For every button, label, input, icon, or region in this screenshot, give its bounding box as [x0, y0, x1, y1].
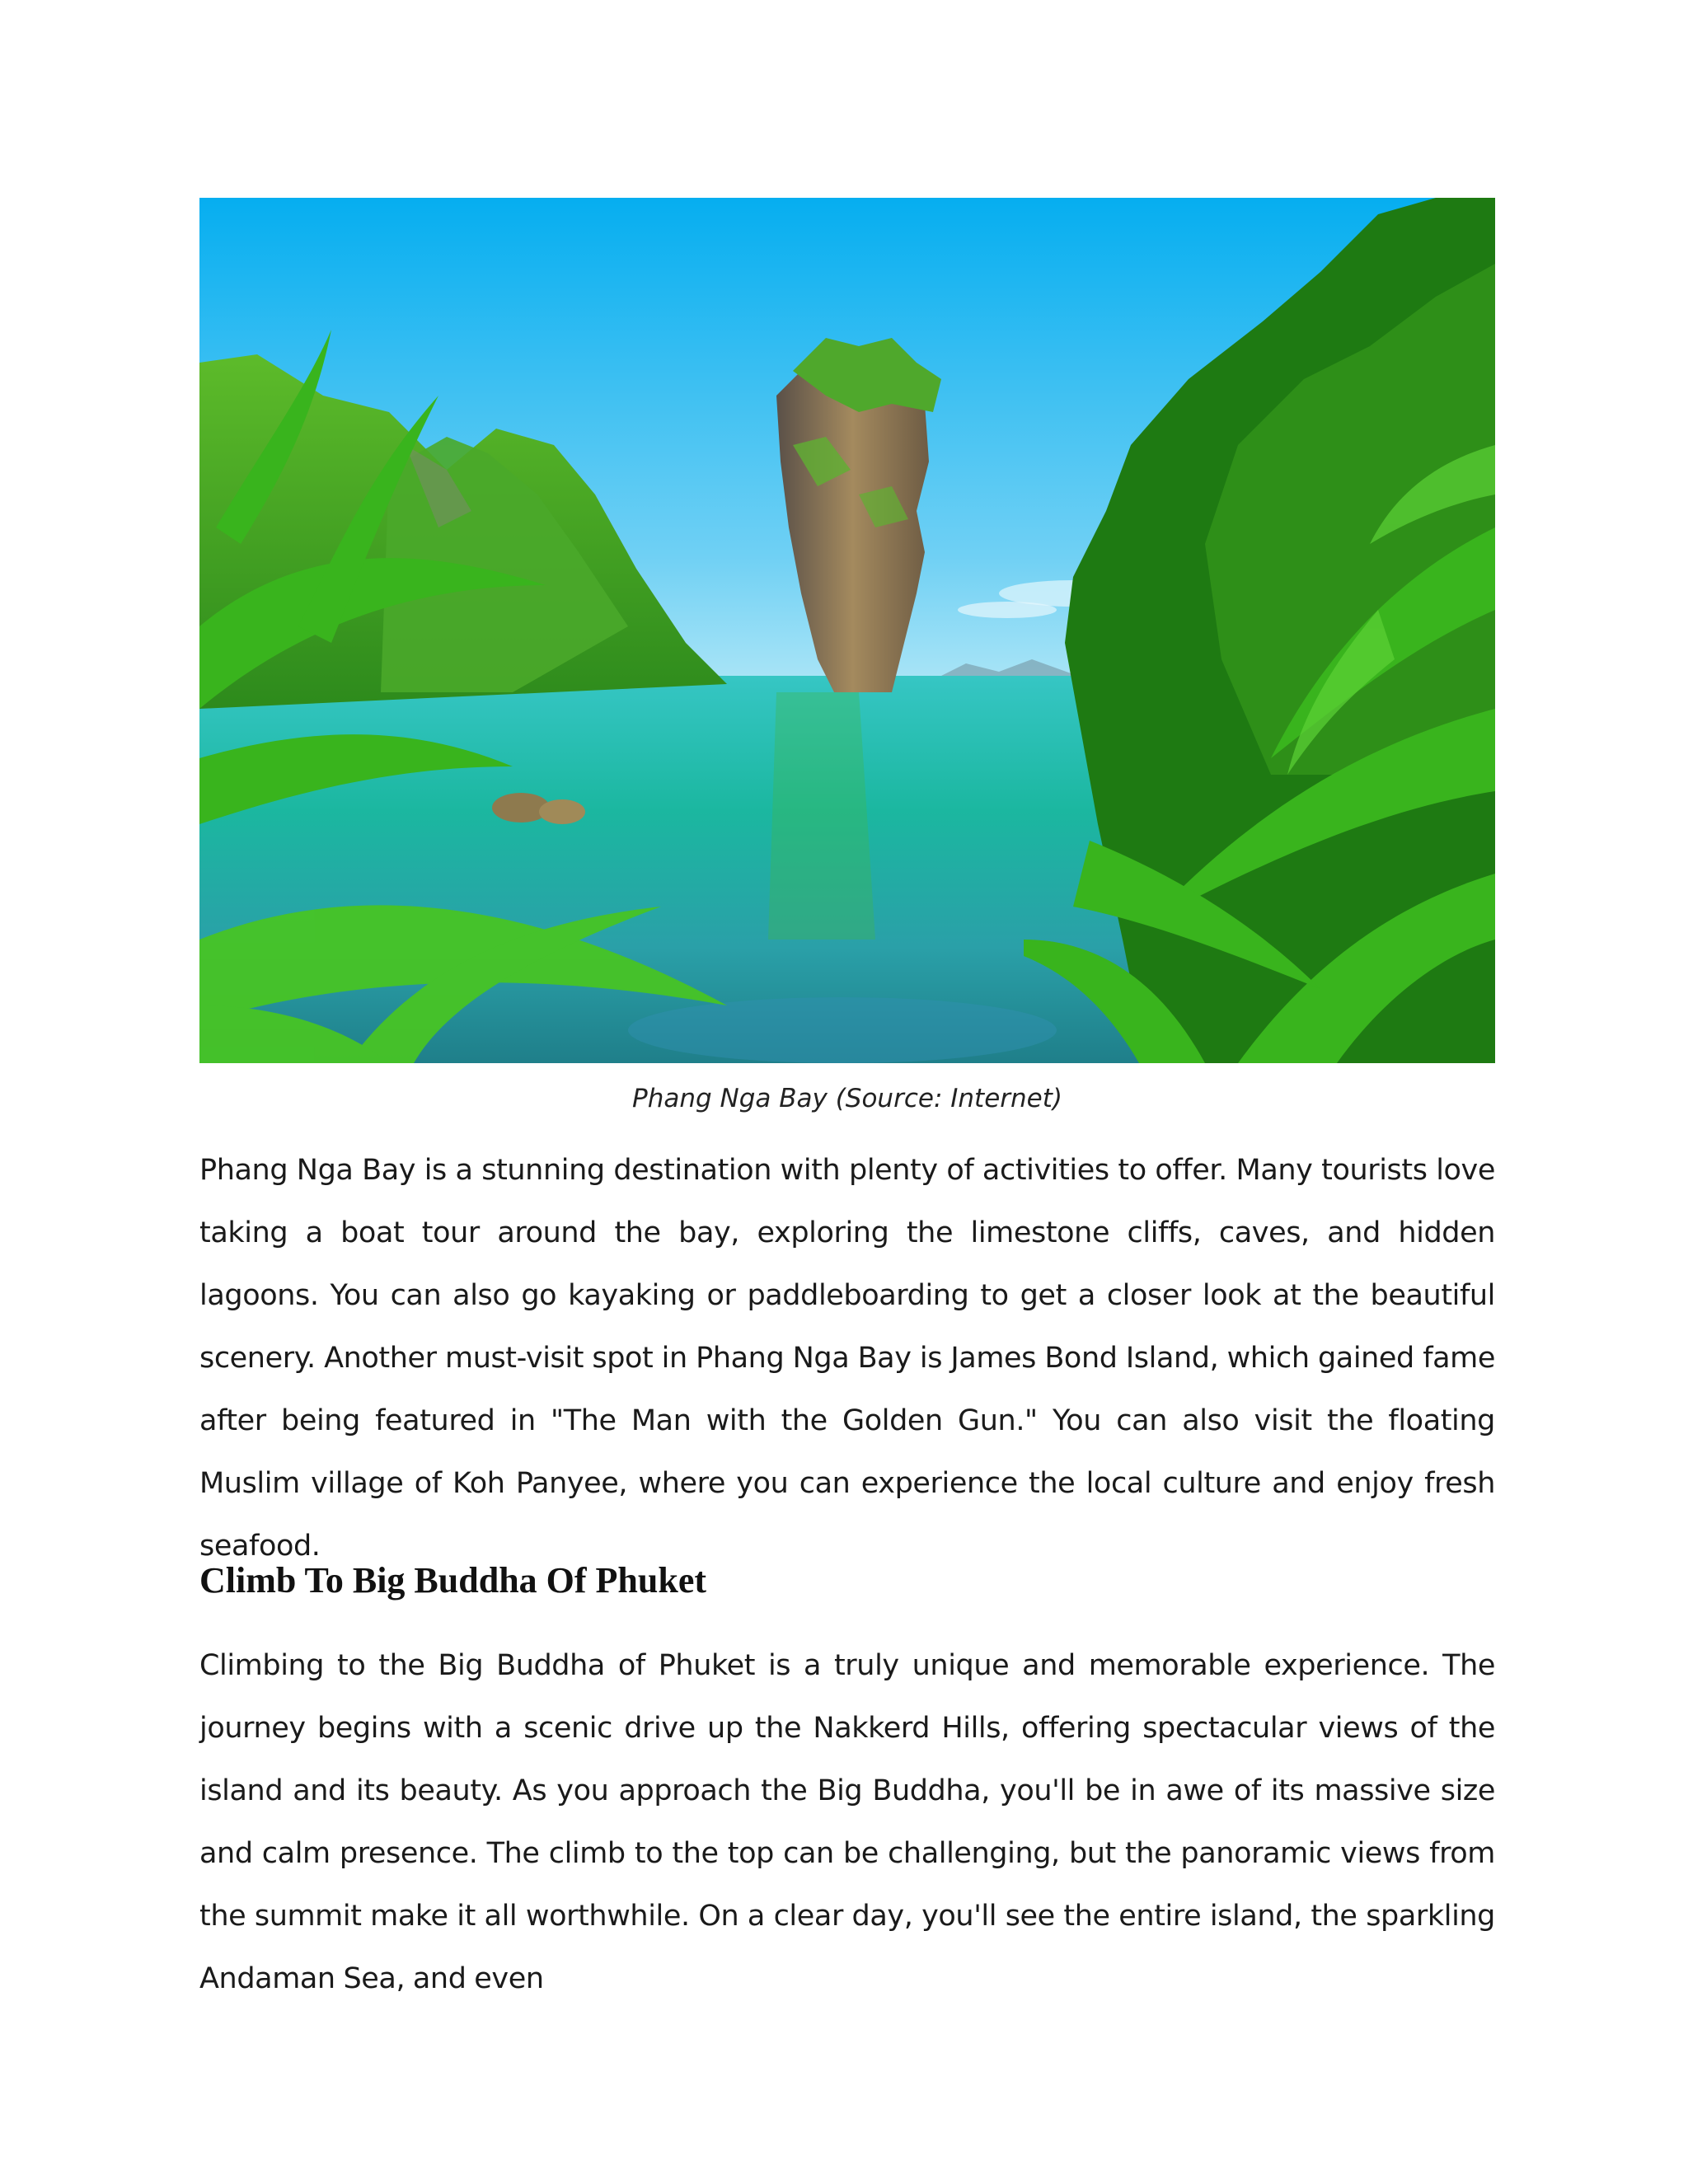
- paragraph-phang-nga-bay: Phang Nga Bay is a stunning destination with plenty of activities to offer. Many tourists love taking a boat tour around the bay, exploring the limestone cliffs, caves, and hidden lagoons. You can also go kayaking or paddleboarding to get a closer look at the beautiful scenery. Another must-visit spot in Phang Nga Bay is James Bond Island, which gained fame after being featured in "The Man with the Golden Gun." You can also visit the floating Muslim village of Koh Panyee, where you can experience the local culture and enjoy fresh seafood.: [199, 1154, 1495, 1563]
- section-heading-big-buddha: Climb To Big Buddha Of Phuket: [199, 1560, 707, 1601]
- image-caption: Phang Nga Bay (Source: Internet): [632, 1084, 1062, 1113]
- photo-figure: [199, 198, 1495, 1063]
- paragraph-big-buddha: Climbing to the Big Buddha of Phuket is a truly unique and memorable experience. The journey begins with a scenic drive up the Nakkerd Hills, offering spectacular views of the island and its beauty. As you approach the Big Buddha, you'll be in awe of its massive size and calm presence. The climb to the top can be challenging, but the panoramic views from the summit make it all worthwhile. On a clear day, you'll see the entire island, the sparkling Andaman Sea, and even: [199, 1649, 1495, 1995]
- phang-nga-bay-photo: [199, 198, 1495, 1063]
